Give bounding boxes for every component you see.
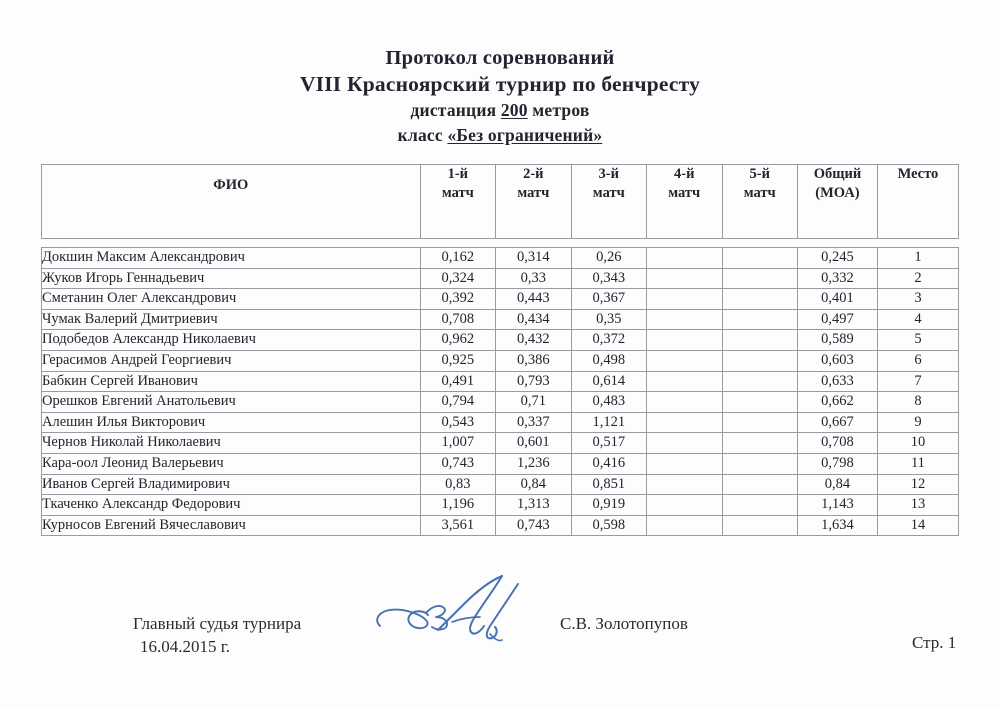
page-title: Протокол соревнований <box>385 47 615 69</box>
cell-participant-name: Иванов Сергей Владимирович <box>42 474 421 495</box>
cell-participant-name: Чернов Николай Николаевич <box>42 433 421 454</box>
cell-participant-name: Жуков Игорь Геннадьевич <box>42 268 421 289</box>
table-row <box>42 515 959 536</box>
cell-total-moa: 0,662 <box>797 392 877 413</box>
cell-match-1: 0,794 <box>420 392 495 413</box>
cell-match-5 <box>722 350 797 371</box>
cell-place: 14 <box>877 515 958 536</box>
cell-match-1: 0,83 <box>420 474 495 495</box>
cell-place: 5 <box>877 330 958 351</box>
cell-match-3: 0,598 <box>571 515 646 536</box>
cell-match-1: 0,324 <box>420 268 495 289</box>
column-header-fio <box>42 165 421 239</box>
cell-total-moa: 0,633 <box>797 371 877 392</box>
distance-prefix: дистанция <box>410 100 501 120</box>
cell-match-1: 0,962 <box>420 330 495 351</box>
cell-match-5 <box>722 392 797 413</box>
cell-total-moa: 0,84 <box>797 474 877 495</box>
table-row <box>42 309 959 330</box>
table-row <box>42 371 959 392</box>
cell-match-3: 0,416 <box>571 453 646 474</box>
cell-match-2: 0,443 <box>496 289 571 310</box>
column-header-place-label: Место <box>897 166 939 182</box>
cell-match-5 <box>722 248 797 269</box>
column-header-match-3-line2: матч <box>592 185 625 201</box>
cell-match-2: 0,71 <box>496 392 571 413</box>
column-header-match-4-line1: 4-й <box>674 166 695 182</box>
cell-match-2: 0,601 <box>496 433 571 454</box>
distance-value: 200 <box>500 100 528 120</box>
cell-match-4 <box>647 392 722 413</box>
cell-match-5 <box>722 474 797 495</box>
results-table-wrap <box>41 164 959 536</box>
cell-match-4 <box>647 268 722 289</box>
cell-place: 8 <box>877 392 958 413</box>
cell-match-2: 0,432 <box>496 330 571 351</box>
cell-match-5 <box>722 330 797 351</box>
cell-match-2: 0,314 <box>496 248 571 269</box>
cell-match-1: 0,543 <box>420 412 495 433</box>
cell-match-3: 0,35 <box>571 309 646 330</box>
cell-total-moa: 0,245 <box>797 248 877 269</box>
cell-match-3: 0,343 <box>571 268 646 289</box>
cell-match-4 <box>647 350 722 371</box>
class-value: «Без ограничений» <box>447 125 603 145</box>
cell-match-2: 0,33 <box>496 268 571 289</box>
table-row <box>42 453 959 474</box>
cell-match-5 <box>722 495 797 516</box>
cell-place: 2 <box>877 268 958 289</box>
column-header-total-line1: Общий <box>813 166 862 182</box>
cell-total-moa: 0,332 <box>797 268 877 289</box>
cell-match-5 <box>722 268 797 289</box>
cell-match-2: 0,434 <box>496 309 571 330</box>
cell-match-5 <box>722 433 797 454</box>
cell-place: 13 <box>877 495 958 516</box>
column-header-match-2 <box>496 165 571 239</box>
table-row <box>42 350 959 371</box>
column-header-match-4 <box>647 165 722 239</box>
cell-match-4 <box>647 371 722 392</box>
cell-match-5 <box>722 289 797 310</box>
column-header-match-1 <box>420 165 495 239</box>
cell-match-3: 0,851 <box>571 474 646 495</box>
cell-place: 7 <box>877 371 958 392</box>
cell-participant-name: Герасимов Андрей Георгиевич <box>42 350 421 371</box>
results-table-header <box>41 164 959 239</box>
cell-match-5 <box>722 371 797 392</box>
column-header-place <box>877 165 958 239</box>
cell-match-4 <box>647 309 722 330</box>
cell-match-4 <box>647 453 722 474</box>
column-header-match-5-line1: 5-й <box>749 166 770 182</box>
column-header-total-line2: (МОА) <box>815 185 860 201</box>
cell-participant-name: Бабкин Сергей Иванович <box>42 371 421 392</box>
table-row <box>42 392 959 413</box>
table-header-row <box>42 165 959 239</box>
cell-match-4 <box>647 515 722 536</box>
table-row <box>42 433 959 454</box>
cell-match-4 <box>647 412 722 433</box>
cell-total-moa: 0,667 <box>797 412 877 433</box>
table-header-body-gap <box>41 239 959 247</box>
column-header-match-2-line2: матч <box>517 185 550 201</box>
cell-total-moa: 0,401 <box>797 289 877 310</box>
document-date: 16.04.2015 г. <box>140 637 231 656</box>
column-header-match-1-line1: 1-й <box>447 166 469 182</box>
cell-match-2: 0,337 <box>496 412 571 433</box>
cell-place: 3 <box>877 289 958 310</box>
class-line <box>0 123 1000 148</box>
cell-match-4 <box>647 289 722 310</box>
cell-match-1: 0,162 <box>420 248 495 269</box>
table-row <box>42 248 959 269</box>
cell-match-1: 0,392 <box>420 289 495 310</box>
column-header-match-3 <box>571 165 646 239</box>
cell-place: 6 <box>877 350 958 371</box>
cell-total-moa: 0,798 <box>797 453 877 474</box>
cell-match-1: 0,743 <box>420 453 495 474</box>
cell-match-5 <box>722 515 797 536</box>
cell-match-2: 0,743 <box>496 515 571 536</box>
cell-participant-name: Чумак Валерий Дмитриевич <box>42 309 421 330</box>
cell-participant-name: Алешин Илья Викторович <box>42 412 421 433</box>
cell-match-1: 1,196 <box>420 495 495 516</box>
cell-match-2: 0,793 <box>496 371 571 392</box>
cell-match-4 <box>647 474 722 495</box>
column-header-match-5 <box>722 165 797 239</box>
cell-match-3: 0,919 <box>571 495 646 516</box>
cell-match-2: 1,236 <box>496 453 571 474</box>
cell-place: 12 <box>877 474 958 495</box>
cell-match-3: 0,498 <box>571 350 646 371</box>
cell-participant-name: Орешков Евгений Анатольевич <box>42 392 421 413</box>
cell-match-3: 0,483 <box>571 392 646 413</box>
table-row <box>42 268 959 289</box>
table-row <box>42 289 959 310</box>
cell-match-2: 0,386 <box>496 350 571 371</box>
distance-line <box>0 98 1000 123</box>
cell-match-4 <box>647 433 722 454</box>
cell-total-moa: 0,589 <box>797 330 877 351</box>
judge-label: Главный судья турнира <box>133 614 302 633</box>
cell-total-moa: 0,497 <box>797 309 877 330</box>
cell-match-1: 0,925 <box>420 350 495 371</box>
cell-match-5 <box>722 453 797 474</box>
cell-participant-name: Подобедов Александр Николаевич <box>42 330 421 351</box>
cell-total-moa: 1,143 <box>797 495 877 516</box>
table-row <box>42 474 959 495</box>
handwritten-signature-icon <box>368 572 558 650</box>
cell-participant-name: Курносов Евгений Вячеславович <box>42 515 421 536</box>
page-number: Стр. 1 <box>912 633 957 652</box>
cell-place: 10 <box>877 433 958 454</box>
cell-match-1: 0,491 <box>420 371 495 392</box>
column-header-fio-label: ФИО <box>213 177 249 193</box>
cell-participant-name: Ткаченко Александр Федорович <box>42 495 421 516</box>
cell-participant-name: Сметанин Олег Александрович <box>42 289 421 310</box>
cell-place: 9 <box>877 412 958 433</box>
table-row <box>42 412 959 433</box>
column-header-match-3-line1: 3-й <box>598 166 619 182</box>
cell-match-3: 0,367 <box>571 289 646 310</box>
cell-match-1: 0,708 <box>420 309 495 330</box>
cell-match-1: 3,561 <box>420 515 495 536</box>
column-header-match-5-line2: матч <box>743 185 776 201</box>
cell-place: 1 <box>877 248 958 269</box>
class-prefix: класс <box>397 125 448 145</box>
cell-match-4 <box>647 330 722 351</box>
judge-name: С.В. Золотопупов <box>560 614 688 633</box>
column-header-total <box>797 165 877 239</box>
results-table-body <box>41 247 959 536</box>
cell-match-2: 1,313 <box>496 495 571 516</box>
cell-total-moa: 0,603 <box>797 350 877 371</box>
cell-match-3: 0,26 <box>571 248 646 269</box>
distance-suffix: метров <box>527 100 590 120</box>
cell-match-3: 0,372 <box>571 330 646 351</box>
column-header-match-4-line2: матч <box>668 185 701 201</box>
cell-match-4 <box>647 248 722 269</box>
column-header-match-1-line2: матч <box>441 185 474 201</box>
cell-place: 11 <box>877 453 958 474</box>
cell-match-3: 0,517 <box>571 433 646 454</box>
cell-match-2: 0,84 <box>496 474 571 495</box>
cell-participant-name: Докшин Максим Александрович <box>42 248 421 269</box>
cell-match-4 <box>647 495 722 516</box>
cell-match-3: 1,121 <box>571 412 646 433</box>
cell-match-3: 0,614 <box>571 371 646 392</box>
cell-participant-name: Кара-оол Леонид Валерьевич <box>42 453 421 474</box>
cell-total-moa: 1,634 <box>797 515 877 536</box>
cell-match-5 <box>722 309 797 330</box>
column-header-match-2-line1: 2-й <box>523 166 544 182</box>
cell-match-5 <box>722 412 797 433</box>
table-row <box>42 330 959 351</box>
table-row <box>42 495 959 516</box>
cell-total-moa: 0,708 <box>797 433 877 454</box>
cell-place: 4 <box>877 309 958 330</box>
document-title-block <box>0 45 1000 148</box>
cell-match-1: 1,007 <box>420 433 495 454</box>
tournament-name: VIII Красноярский турнир по бенчресту <box>299 72 701 96</box>
